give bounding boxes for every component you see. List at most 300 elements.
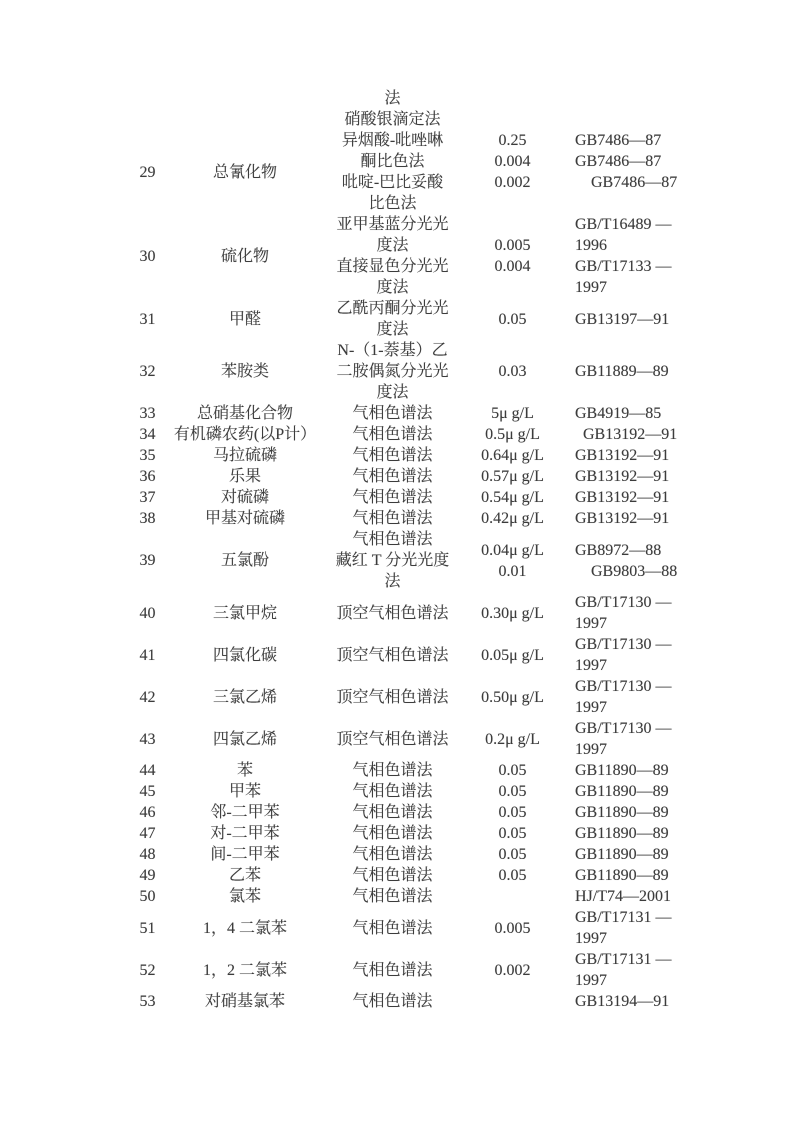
cell-row-number xyxy=(125,760,170,781)
cell-detection-limit xyxy=(465,865,560,886)
limit-text-line xyxy=(465,277,560,298)
method-text-line: 气相色谱法 xyxy=(352,888,433,905)
standard-text-line: GB11889—89 xyxy=(575,363,669,380)
cell-detection-limit xyxy=(465,802,560,823)
table-row xyxy=(125,466,740,487)
standard-text-line: GB11890—89 xyxy=(575,783,669,800)
cell-standard-source xyxy=(560,424,740,445)
cell-detection-limit xyxy=(465,718,560,760)
substance-name-text: 邻-二甲苯 xyxy=(210,804,280,821)
standard-text-line: HJ/T74—2001 xyxy=(575,888,671,905)
cell-detection-limit xyxy=(465,907,560,949)
cell-standard-source xyxy=(560,592,740,634)
cell-analysis-method xyxy=(320,718,465,760)
limit-text-line: 0.004 xyxy=(494,258,531,275)
cell-standard-source xyxy=(560,466,740,487)
substance-name-text: 五氯酚 xyxy=(220,552,269,569)
cell-row-number xyxy=(125,907,170,949)
limit-text-line: 0.05 xyxy=(498,825,527,842)
cell-analysis-method xyxy=(320,823,465,844)
row-number-text: 50 xyxy=(139,888,156,905)
cell-detection-limit xyxy=(465,823,560,844)
method-text-line: 顶空气相色谱法 xyxy=(336,604,449,622)
table-row xyxy=(125,991,740,1012)
cell-detection-limit xyxy=(465,130,560,214)
cell-row-number xyxy=(125,529,170,592)
limit-text-line: 0.05 xyxy=(498,867,527,884)
cell-row-number xyxy=(125,865,170,886)
cell-substance-name xyxy=(170,88,320,130)
cell-row-number xyxy=(125,466,170,487)
cell-substance-name xyxy=(170,298,320,340)
cell-analysis-method xyxy=(320,403,465,424)
cell-substance-name xyxy=(170,214,320,298)
cell-analysis-method xyxy=(320,760,465,781)
cell-analysis-method xyxy=(320,130,465,214)
cell-standard-source xyxy=(560,487,740,508)
cell-analysis-method xyxy=(320,214,465,298)
standard-text-line: GB/T17130 — xyxy=(575,594,672,611)
method-text-line: 法 xyxy=(384,90,401,107)
standard-text-line: GB/T17130 — xyxy=(575,720,672,737)
cell-analysis-method xyxy=(320,529,465,592)
substance-name-text: 乙苯 xyxy=(228,867,261,884)
method-text-line: 二胺偶氮分光光 xyxy=(336,363,449,380)
row-number-text: 53 xyxy=(139,993,156,1010)
standard-text-line: 1997 xyxy=(575,699,607,716)
cell-row-number xyxy=(125,424,170,445)
cell-standard-source xyxy=(560,634,740,676)
cell-row-number xyxy=(125,298,170,340)
limit-text-line: 0.2μ g/L xyxy=(485,730,540,748)
substance-name-text: 甲基对硫磷 xyxy=(204,510,285,527)
limit-text-line: 0.05μ g/L xyxy=(481,646,544,664)
row-number-text: 30 xyxy=(139,247,156,265)
standard-text-line: GB11890—89 xyxy=(575,825,669,842)
substance-name-text: 间-二甲苯 xyxy=(210,846,280,863)
method-text-line: 顶空气相色谱法 xyxy=(336,688,449,706)
limit-text-line: 0.01 xyxy=(498,562,527,580)
standard-text-line: GB7486—87 xyxy=(575,132,662,149)
cell-analysis-method xyxy=(320,592,465,634)
table-row xyxy=(125,760,740,781)
cell-detection-limit xyxy=(465,508,560,529)
cell-substance-name xyxy=(170,949,320,991)
substance-name-text: 总氰化物 xyxy=(212,163,277,181)
method-text-line: 气相色谱法 xyxy=(352,468,433,485)
limit-text-line: 0.05 xyxy=(498,310,527,328)
substance-name-text: 硫化物 xyxy=(220,247,269,265)
cell-row-number xyxy=(125,592,170,634)
limit-text-line: 0.002 xyxy=(494,961,531,979)
limit-text-line: 0.25 xyxy=(498,132,527,149)
cell-row-number xyxy=(125,403,170,424)
table-row xyxy=(125,445,740,466)
cell-row-number xyxy=(125,340,170,403)
substance-name-text: 对-二甲苯 xyxy=(210,825,280,842)
cell-row-number xyxy=(125,823,170,844)
method-text-line: 气相色谱法 xyxy=(352,405,433,422)
method-text-line: 硝酸银滴定法 xyxy=(344,111,441,128)
cell-row-number xyxy=(125,991,170,1012)
row-number-text: 49 xyxy=(139,867,156,884)
cell-detection-limit xyxy=(465,634,560,676)
method-text-line: 顶空气相色谱法 xyxy=(336,730,449,748)
standard-text-line: 1997 xyxy=(575,279,607,296)
row-number-text: 36 xyxy=(139,468,156,485)
method-text-line: 乙酰丙酮分光光 xyxy=(336,300,449,317)
table-row xyxy=(125,508,740,529)
method-text-line: 气相色谱法 xyxy=(352,489,433,506)
cell-detection-limit xyxy=(465,886,560,907)
cell-analysis-method xyxy=(320,445,465,466)
cell-row-number xyxy=(125,844,170,865)
cell-analysis-method xyxy=(320,907,465,949)
cell-detection-limit xyxy=(465,592,560,634)
cell-analysis-method xyxy=(320,802,465,823)
standard-text-line: GB13192—91 xyxy=(575,510,670,527)
standard-text-line: GB/T16489 — xyxy=(575,216,672,233)
method-text-line: 比色法 xyxy=(368,195,417,212)
standard-text-line: 1996 xyxy=(575,237,607,254)
row-number-text: 42 xyxy=(139,688,156,706)
cell-standard-source xyxy=(560,403,740,424)
cell-detection-limit xyxy=(465,760,560,781)
substance-name-text: 苯胺类 xyxy=(220,363,269,380)
substance-name-text: 三氯甲烷 xyxy=(212,604,277,622)
method-text-line: 气相色谱法 xyxy=(352,919,433,937)
cell-substance-name xyxy=(170,634,320,676)
row-number-text: 43 xyxy=(139,730,156,748)
cell-detection-limit xyxy=(465,676,560,718)
cell-substance-name xyxy=(170,445,320,466)
substance-name-text: 有机磷农药(以P计） xyxy=(173,426,317,443)
standard-text-line: 1997 xyxy=(575,930,607,947)
method-text-line: 吡啶-巴比妥酸 xyxy=(341,174,444,191)
cell-detection-limit xyxy=(465,991,560,1012)
standard-text-line: GB13192—91 xyxy=(575,447,670,464)
substance-name-text: 马拉硫磷 xyxy=(212,447,277,464)
cell-detection-limit xyxy=(465,529,560,592)
cell-detection-limit xyxy=(465,214,560,298)
cell-standard-source xyxy=(560,865,740,886)
method-text-line: 气相色谱法 xyxy=(352,825,433,842)
table-row xyxy=(125,865,740,886)
row-number-text: 44 xyxy=(139,762,156,779)
substance-name-text: 苯 xyxy=(236,762,253,779)
cell-detection-limit xyxy=(465,424,560,445)
table-row xyxy=(125,802,740,823)
cell-substance-name xyxy=(170,487,320,508)
table-row xyxy=(125,424,740,445)
cell-standard-source xyxy=(560,760,740,781)
standard-text-line: GB/T17130 — xyxy=(575,636,672,653)
cell-analysis-method xyxy=(320,340,465,403)
table-row xyxy=(125,214,740,298)
cell-row-number xyxy=(125,802,170,823)
standard-text-line: 1997 xyxy=(575,615,607,632)
cell-detection-limit xyxy=(465,466,560,487)
method-text-line: 气相色谱法 xyxy=(352,426,433,443)
cell-analysis-method xyxy=(320,676,465,718)
cell-row-number xyxy=(125,445,170,466)
substance-name-text: 对硫磷 xyxy=(220,489,269,506)
substance-name-text: 氯苯 xyxy=(228,888,261,905)
substance-name-text: 1，4 二氯苯 xyxy=(202,919,287,937)
cell-substance-name xyxy=(170,781,320,802)
cell-standard-source xyxy=(560,298,740,340)
row-number-text: 45 xyxy=(139,783,156,800)
cell-substance-name xyxy=(170,676,320,718)
standard-text-line: GB9803—88 xyxy=(575,562,678,580)
cell-analysis-method xyxy=(320,886,465,907)
cell-substance-name xyxy=(170,865,320,886)
row-number-text: 52 xyxy=(139,961,156,979)
cell-analysis-method xyxy=(320,865,465,886)
cell-substance-name xyxy=(170,718,320,760)
limit-text-line: 0.30μ g/L xyxy=(481,604,544,622)
method-text-line: 度法 xyxy=(376,321,409,338)
cell-substance-name xyxy=(170,991,320,1012)
row-number-text: 38 xyxy=(139,510,156,527)
cell-substance-name xyxy=(170,802,320,823)
cell-standard-source xyxy=(560,886,740,907)
method-text-line: 气相色谱法 xyxy=(352,804,433,821)
cell-analysis-method xyxy=(320,508,465,529)
cell-detection-limit xyxy=(465,298,560,340)
standard-text-line: GB11890—89 xyxy=(575,846,669,863)
cell-analysis-method xyxy=(320,949,465,991)
standard-text-line: GB8972—88 xyxy=(575,541,662,559)
substance-name-text: 乐果 xyxy=(228,468,261,485)
table-row xyxy=(125,130,740,214)
cell-detection-limit xyxy=(465,949,560,991)
row-number-text: 33 xyxy=(139,405,156,422)
method-text-line: 气相色谱法 xyxy=(352,510,433,527)
limit-text-line: 0.54μ g/L xyxy=(481,489,544,506)
cell-row-number xyxy=(125,130,170,214)
cell-standard-source xyxy=(560,88,740,130)
limit-text-line: 0.005 xyxy=(494,919,531,937)
standard-text-line: GB/T17133 — xyxy=(575,258,672,275)
cell-row-number xyxy=(125,886,170,907)
cell-detection-limit xyxy=(465,340,560,403)
cell-standard-source xyxy=(560,781,740,802)
standard-text-line: 1997 xyxy=(575,741,607,758)
substance-name-text: 三氯乙烯 xyxy=(212,688,277,706)
cell-substance-name xyxy=(170,760,320,781)
row-number-text: 34 xyxy=(139,426,156,443)
table-row xyxy=(125,823,740,844)
standard-text-line: GB/T17130 — xyxy=(575,678,672,695)
method-text-line: 顶空气相色谱法 xyxy=(336,646,449,664)
limit-text-line: 5μ g/L xyxy=(491,405,534,422)
cell-detection-limit xyxy=(465,487,560,508)
cell-standard-source xyxy=(560,718,740,760)
standard-text-line: GB13192—91 xyxy=(575,489,670,506)
standard-text-line: GB/T17131 — xyxy=(575,909,672,926)
cell-substance-name xyxy=(170,130,320,214)
cell-standard-source xyxy=(560,130,740,214)
cell-detection-limit xyxy=(465,844,560,865)
substance-name-text: 总硝基化合物 xyxy=(196,405,293,422)
standard-text-line: 1997 xyxy=(575,657,607,674)
table-row xyxy=(125,592,740,634)
method-text-line: 法 xyxy=(384,573,401,590)
limit-text-line: 0.004 xyxy=(494,153,531,170)
cell-row-number xyxy=(125,487,170,508)
limit-text-line: 0.04μ g/L xyxy=(481,541,544,559)
method-text-line: 气相色谱法 xyxy=(352,993,433,1010)
cell-substance-name xyxy=(170,907,320,949)
row-number-text: 51 xyxy=(139,919,156,937)
standard-text-line: GB4919—85 xyxy=(575,405,662,422)
limit-text-line: 0.05 xyxy=(498,804,527,821)
cell-analysis-method xyxy=(320,88,465,130)
cell-analysis-method xyxy=(320,634,465,676)
table-row xyxy=(125,886,740,907)
method-text-line: 亚甲基蓝分光光 xyxy=(336,216,449,233)
cell-standard-source xyxy=(560,844,740,865)
cell-substance-name xyxy=(170,529,320,592)
table-row xyxy=(125,529,740,592)
limit-text-line: 0.05 xyxy=(498,846,527,863)
cell-standard-source xyxy=(560,340,740,403)
standard-text-line: GB11890—89 xyxy=(575,762,669,779)
row-number-text: 46 xyxy=(139,804,156,821)
table-row xyxy=(125,907,740,949)
cell-analysis-method xyxy=(320,298,465,340)
method-text-line: 气相色谱法 xyxy=(352,783,433,800)
cell-row-number xyxy=(125,781,170,802)
cell-row-number xyxy=(125,718,170,760)
standard-text-line: GB11890—89 xyxy=(575,867,669,884)
limit-text-line: 0.002 xyxy=(494,174,531,191)
cell-row-number xyxy=(125,634,170,676)
cell-standard-source xyxy=(560,823,740,844)
standard-text-line: GB13192—91 xyxy=(575,468,670,485)
method-text-line: 酮比色法 xyxy=(360,153,425,170)
row-number-text: 47 xyxy=(139,825,156,842)
cell-substance-name xyxy=(170,592,320,634)
limit-text-line: 0.05 xyxy=(498,783,527,800)
cell-substance-name xyxy=(170,403,320,424)
limit-text-line: 0.64μ g/L xyxy=(481,447,544,464)
limit-text-line xyxy=(465,214,560,235)
method-text-line: 气相色谱法 xyxy=(352,762,433,779)
table-row xyxy=(125,676,740,718)
cell-row-number xyxy=(125,88,170,130)
cell-substance-name xyxy=(170,340,320,403)
cell-detection-limit xyxy=(465,88,560,130)
cell-standard-source xyxy=(560,802,740,823)
cell-standard-source xyxy=(560,907,740,949)
cell-analysis-method xyxy=(320,424,465,445)
limit-text-line: 0.03 xyxy=(498,363,527,380)
cell-detection-limit xyxy=(465,403,560,424)
row-number-text: 41 xyxy=(139,646,156,664)
limit-text-line xyxy=(465,193,560,214)
method-text-line: N-（1-萘基）乙 xyxy=(337,342,448,359)
cell-standard-source xyxy=(560,529,740,592)
cell-analysis-method xyxy=(320,781,465,802)
table-row xyxy=(125,487,740,508)
standard-text-line: 1997 xyxy=(575,972,607,989)
limit-text-line: 0.05 xyxy=(498,762,527,779)
method-text-line: 气相色谱法 xyxy=(352,531,433,548)
standard-text-line: GB13197—91 xyxy=(575,310,670,328)
method-text-line: 度法 xyxy=(376,237,409,254)
limit-text-line: 0.5μ g/L xyxy=(485,426,540,443)
row-number-text: 40 xyxy=(139,604,156,622)
cell-standard-source xyxy=(560,991,740,1012)
standard-text-line xyxy=(575,193,740,214)
cell-standard-source xyxy=(560,508,740,529)
cell-row-number xyxy=(125,949,170,991)
row-number-text: 35 xyxy=(139,447,156,464)
cell-row-number xyxy=(125,676,170,718)
limit-text-line: 0.005 xyxy=(494,237,531,254)
cell-standard-source xyxy=(560,445,740,466)
table-row xyxy=(125,298,740,340)
cell-analysis-method xyxy=(320,844,465,865)
cell-standard-source xyxy=(560,676,740,718)
row-number-text: 31 xyxy=(139,310,156,328)
method-text-line: 气相色谱法 xyxy=(352,846,433,863)
row-number-text: 48 xyxy=(139,846,156,863)
cell-detection-limit xyxy=(465,781,560,802)
table-row xyxy=(125,718,740,760)
standards-table xyxy=(125,88,740,1012)
method-text-line: 异烟酸-吡唑啉 xyxy=(341,132,444,149)
cell-detection-limit xyxy=(465,445,560,466)
limit-text-line: 0.50μ g/L xyxy=(481,688,544,706)
method-text-line: 度法 xyxy=(376,279,409,296)
cell-substance-name xyxy=(170,844,320,865)
substance-name-text: 1，2 二氯苯 xyxy=(202,961,287,979)
cell-row-number xyxy=(125,508,170,529)
standard-text-line: GB7486—87 xyxy=(575,174,678,191)
row-number-text: 37 xyxy=(139,489,156,506)
limit-text-line: 0.57μ g/L xyxy=(481,468,544,485)
cell-analysis-method xyxy=(320,991,465,1012)
cell-substance-name xyxy=(170,508,320,529)
method-text-line: 度法 xyxy=(376,384,409,401)
standard-text-line: GB11890—89 xyxy=(575,804,669,821)
cell-substance-name xyxy=(170,823,320,844)
limit-text-line: 0.42μ g/L xyxy=(481,510,544,527)
cell-analysis-method xyxy=(320,466,465,487)
standard-text-line: GB7486—87 xyxy=(575,153,662,170)
table-row xyxy=(125,403,740,424)
method-text-line: 气相色谱法 xyxy=(352,867,433,884)
standard-text-line: GB/T17131 — xyxy=(575,951,672,968)
substance-name-text: 甲苯 xyxy=(228,783,261,800)
method-text-line: 气相色谱法 xyxy=(352,961,433,979)
cell-substance-name xyxy=(170,466,320,487)
substance-name-text: 甲醛 xyxy=(228,310,261,328)
table-row xyxy=(125,781,740,802)
cell-substance-name xyxy=(170,886,320,907)
row-number-text: 29 xyxy=(139,163,156,181)
table-row xyxy=(125,949,740,991)
cell-standard-source xyxy=(560,214,740,298)
standard-text-line: GB13194—91 xyxy=(575,993,670,1010)
row-number-text: 32 xyxy=(139,363,156,380)
cell-standard-source xyxy=(560,949,740,991)
method-text-line: 藏红 T 分光光度 xyxy=(335,552,450,569)
table-row xyxy=(125,88,740,130)
